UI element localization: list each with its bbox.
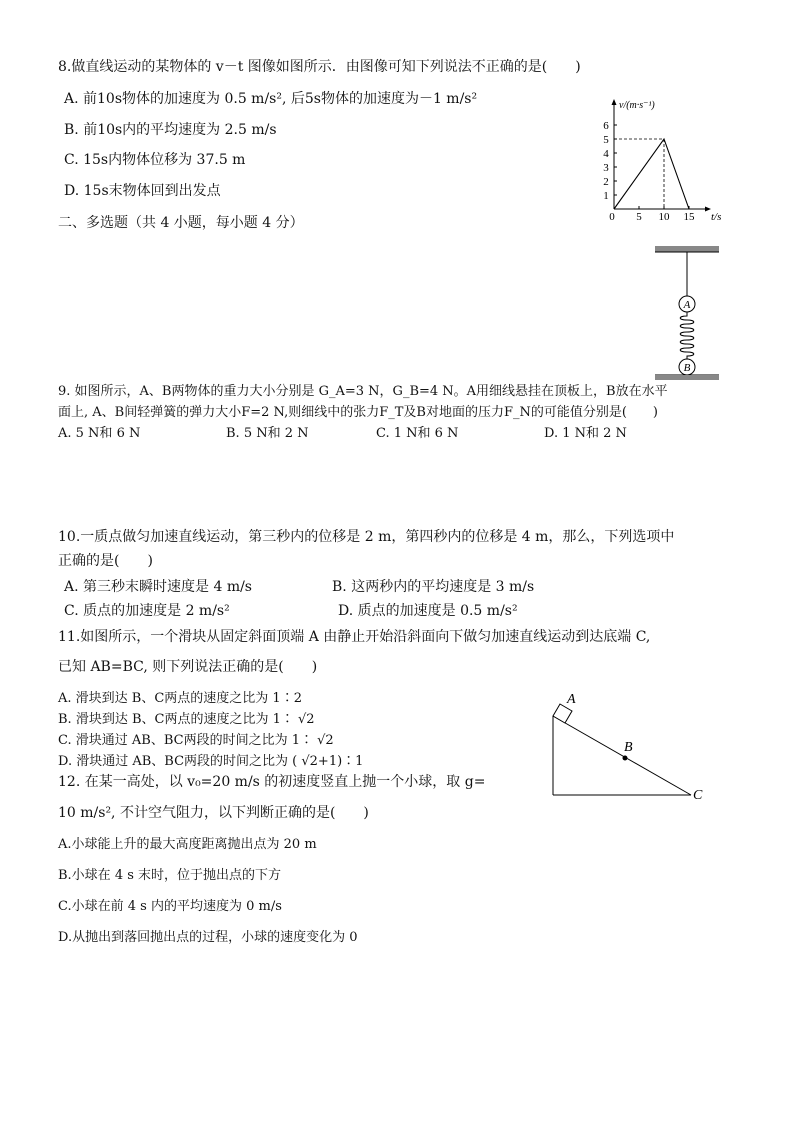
- q8-option-b: B. 前10s内的平均速度为 2.5 m/s: [64, 122, 277, 138]
- x-axis-label: t/s: [711, 211, 722, 223]
- q12-option-a: A.小球能上升的最大高度距离抛出点为 20 m: [58, 837, 317, 852]
- origin-label: 0: [609, 211, 615, 223]
- y-tick-label: 2: [603, 176, 609, 188]
- q8-stem: 8.做直线运动的某物体的 v－t 图像如图所示．由图像可知下列说法不正确的是( ): [58, 59, 581, 75]
- block-b-label: B: [683, 362, 691, 374]
- label-a: A: [567, 692, 576, 707]
- vt-graph: [598, 96, 738, 224]
- spring-figure: [650, 244, 725, 382]
- q8-option-a: A. 前10s物体的加速度为 0.5 m/s², 后5s物体的加速度为－1 m/s²: [64, 91, 478, 107]
- spring: [680, 312, 694, 360]
- q11-stem-line-1: 11.如图所示，一个滑块从固定斜面顶端 A 由静止开始沿斜面向下做匀加速直线运动到达底端 C,: [58, 629, 651, 645]
- q9-option-d: D. 1 N和 2 N: [544, 426, 627, 441]
- y-tick-label: 5: [603, 134, 609, 146]
- section-heading-multi-choice: 二、多选题（共 4 小题，每小题 4 分）: [58, 215, 304, 231]
- q10-option-a: A. 第三秒末瞬时速度是 4 m/s: [64, 579, 252, 595]
- block-a-label: A: [683, 299, 691, 311]
- q11-stem-line-2: 已知 AB=BC, 则下列说法正确的是( ): [58, 659, 318, 675]
- q8-option-c: C. 15s内物体位移为 37.5 m: [64, 152, 246, 168]
- q11-option-d: D. 滑块通过 AB、BC两段的时间之比为 ( √2+1)∶1: [58, 754, 364, 769]
- label-b: B: [624, 740, 633, 755]
- y-tick-label: 6: [603, 120, 609, 132]
- q11-option-b: B. 滑块到达 B、C两点的速度之比为 1∶ √2: [58, 712, 315, 727]
- q9-option-c: C. 1 N和 6 N: [376, 426, 459, 441]
- ceiling-hatch: [655, 246, 719, 252]
- q9-line-1: 9. 如图所示，A、B两物体的重力大小分别是 G_A=3 N，G_B=4 N。A用细线悬挂在顶板上，B放在水平: [58, 384, 668, 399]
- y-tick-label: 3: [603, 162, 609, 174]
- q11-option-c: C. 滑块通过 AB、BC两段的时间之比为 1∶ √2: [58, 733, 334, 748]
- q12-stem-line-2: 10 m/s², 不计空气阻力，以下判断正确的是( ): [58, 805, 369, 821]
- q9-option-b: B. 5 N和 2 N: [226, 426, 309, 441]
- q10-stem-line-1: 10.一质点做匀加速直线运动，第三秒内的位移是 2 m，第四秒内的位移是 4 m，那么，下列选项中: [58, 529, 675, 545]
- q10-option-b: B. 这两秒内的平均速度是 3 m/s: [332, 579, 535, 595]
- y-tick-label: 4: [603, 148, 609, 160]
- q10-option-c: C. 质点的加速度是 2 m/s²: [64, 603, 230, 619]
- incline-slope: [553, 716, 691, 795]
- x-tick-label: 10: [658, 211, 670, 223]
- y-tick-label: 1: [603, 190, 609, 202]
- q12-option-c: C.小球在前 4 s 内的平均速度为 0 m/s: [58, 899, 282, 914]
- q9-option-a: A. 5 N和 6 N: [58, 426, 141, 441]
- q12-option-b: B.小球在 4 s 末时，位于抛出点的下方: [58, 868, 282, 883]
- y-axis-label: v/(m·s⁻¹): [619, 100, 655, 111]
- velocity-line: [614, 139, 689, 209]
- q9-line-2: 面上, A、B间轻弹簧的弹力大小F=2 N,则细线中的张力F_T及B对地面的压力F_N的可能值分别是( ): [58, 405, 658, 420]
- q8-option-d: D. 15s末物体回到出发点: [64, 183, 221, 199]
- x-tick-label: 5: [636, 211, 642, 223]
- q11-option-a: A. 滑块到达 B、C两点的速度之比为 1∶2: [58, 691, 302, 706]
- point-b: [623, 756, 628, 761]
- q12-option-d: D.从抛出到落回抛出点的过程，小球的速度变化为 0: [58, 930, 358, 945]
- q10-option-d: D. 质点的加速度是 0.5 m/s²: [338, 603, 518, 619]
- q12-stem-line-1: 12. 在某一高处，以 v₀=20 m/s 的初速度竖直上抛一个小球，取 g=: [58, 774, 486, 790]
- incline-figure: [546, 688, 716, 804]
- floor-hatch: [655, 375, 719, 380]
- x-tick-label: 15: [683, 211, 695, 223]
- label-c: C: [693, 788, 703, 803]
- y-axis-arrow: [612, 99, 617, 105]
- q10-stem-line-2: 正确的是( ): [58, 553, 153, 569]
